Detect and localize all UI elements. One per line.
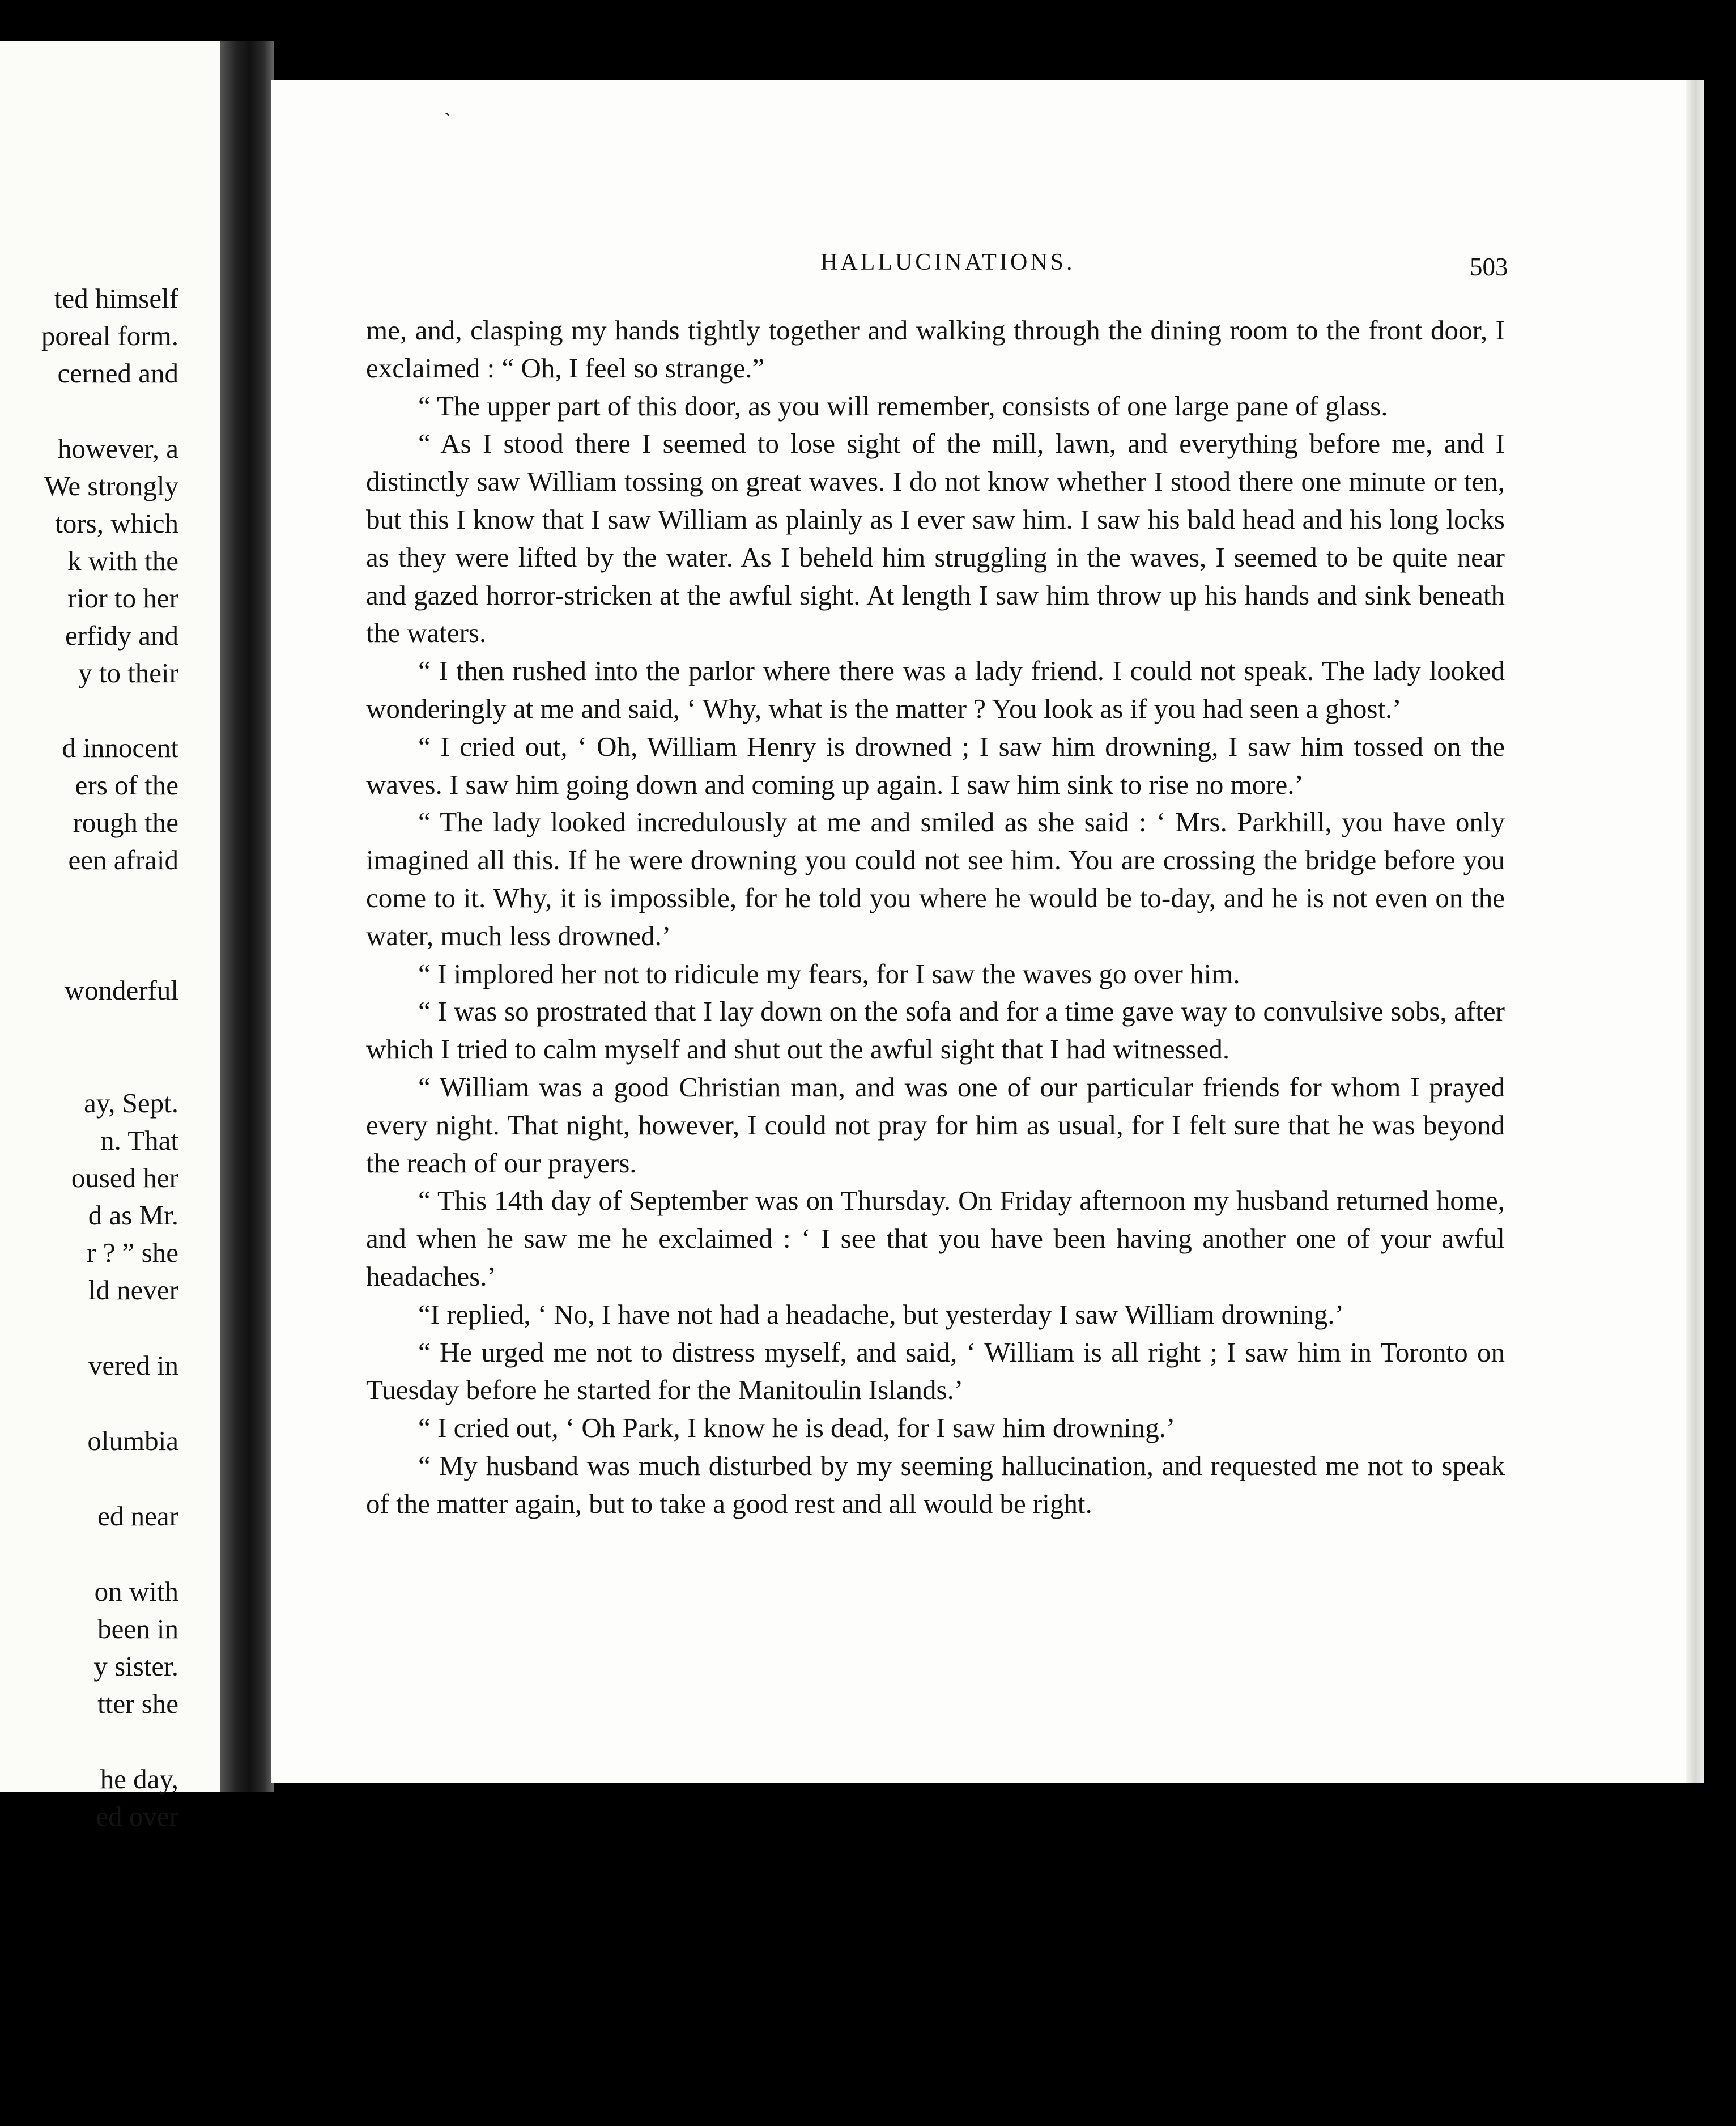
left-text-line: ed near — [97, 1500, 178, 1532]
left-text-line: ed over — [96, 1801, 178, 1832]
right-page — [271, 80, 1704, 1783]
left-text-line: We strongly — [44, 470, 178, 501]
paragraph: “ This 14th day of September was on Thursday. On Friday afternoon my husband returned home, and when he saw me he exclaimed : ‘ I see that you have been having another one of your awful headaches.’ — [366, 1185, 1505, 1292]
left-text-line: erfidy and — [65, 620, 178, 651]
left-text-line: oused her — [71, 1162, 178, 1193]
paragraph: “ The upper part of this door, as you will remember, consists of one large pane of glass. — [418, 390, 1388, 422]
paragraph: “I replied, ‘ No, I have not had a headache, but yesterday I saw William drowning.’ — [418, 1298, 1344, 1330]
paragraph: “ He urged me not to distress myself, and said, ‘ William is all right ; I saw him in Toronto on Tuesday before he started for the Manitoulin Islands.’ — [366, 1336, 1505, 1406]
left-text-line: olumbia — [87, 1425, 178, 1456]
ink-speck: ` — [444, 108, 452, 134]
left-text-line: y sister. — [93, 1651, 178, 1682]
left-text-line: n. That — [100, 1125, 178, 1156]
left-text-line: cerned and — [57, 358, 178, 389]
left-text-line: d as Mr. — [88, 1200, 178, 1231]
left-text-line: on with — [94, 1576, 178, 1607]
left-text-line: tors, which — [55, 508, 178, 539]
left-text-line: k with the — [67, 545, 178, 576]
left-text-line: he day, — [100, 1763, 178, 1795]
left-text-line: een afraid — [68, 844, 178, 875]
paragraph: “ William was a good Christian man, and was one of our particular friends for whom I prayed every night. That night, however, I could not pray for him as usual, for I felt sure that he was beyond the reach of our prayers. — [366, 1071, 1505, 1179]
paragraph: “ I implored her not to ridicule my fears, for I saw the waves go over him. — [418, 958, 1240, 989]
left-page — [0, 41, 224, 1832]
left-text-line: wonderful — [64, 975, 178, 1006]
paragraph: “ I was so prostrated that I lay down on the sofa and for a time gave way to convulsive sobs, after which I tried to calm myself and shut out the awful sight that I had witnessed. — [366, 996, 1505, 1065]
left-text-line: r ? ” she — [87, 1237, 178, 1268]
paragraph: “ The lady looked incredulously at me and smiled as she said : ‘ Mrs. Parkhill, you have only imagined all this. If he were drowning you could not see him. You are crossing the bridge before you come to it. Why, it is impossible, for he told you where he would be to-day, and he is not even on the water, much less drowned.’ — [366, 806, 1505, 951]
body-text — [366, 312, 1505, 1523]
book-gutter — [220, 41, 274, 1792]
left-text-line: rior to her — [67, 582, 178, 614]
left-text-line: ers of the — [75, 769, 178, 801]
left-text-line: rough the — [73, 807, 178, 838]
left-text-line: d innocent — [62, 732, 178, 763]
left-text-line: y to their — [78, 657, 178, 688]
paragraph: “ I then rushed into the parlor where there was a lady friend. I could not speak. The lady looked wonderingly at me and said, ‘ Why, what is the matter ? You look as if you had seen a ghost.’ — [366, 655, 1505, 724]
page-edge — [1686, 80, 1704, 1783]
left-text-line: however, a — [58, 433, 178, 464]
paragraph: me, and, clasping my hands tightly together and walking through the dining room to the front door, I exclaimed : “ Oh, I feel so strange.” — [366, 314, 1505, 384]
left-text-line: poreal form. — [41, 320, 178, 351]
left-text-line: been in — [97, 1613, 178, 1644]
paragraph: “ As I stood there I seemed to lose sight of the mill, lawn, and everything before me, and I distinctly saw William tossing on great waves. I do not know whether I stood there one minute or ten, but this I know that I saw William as plainly as I ever saw him. I saw his bald head and his long locks as they were lifted by the water. As I beheld him struggling in the waves, I seemed to be quite near and gazed horror-stricken at the awful sight. At length I saw him throw up his hands and sink beneath the waters. — [366, 428, 1505, 649]
paragraph: “ I cried out, ‘ Oh Park, I know he is dead, for I saw him drowning.’ — [418, 1412, 1176, 1444]
paragraph: “ My husband was much disturbed by my seeming hallucination, and requested me not to speak of the matter again, but to take a good rest and all would be right. — [366, 1449, 1505, 1519]
left-text-line: ted himself — [54, 283, 178, 314]
left-text-line: vered in — [88, 1350, 178, 1381]
left-text-line: ay, Sept. — [84, 1087, 178, 1119]
page-number: 503 — [1470, 253, 1508, 281]
running-head: HALLUCINATIONS. — [820, 249, 1075, 275]
left-text-line: ld never — [88, 1274, 178, 1306]
paragraph: “ I cried out, ‘ Oh, William Henry is drowned ; I saw him drowning, I saw him tossed on the waves. I saw him going down and coming up again. I saw him sink to rise no more.’ — [366, 730, 1505, 800]
left-text-line: tter she — [97, 1688, 178, 1719]
